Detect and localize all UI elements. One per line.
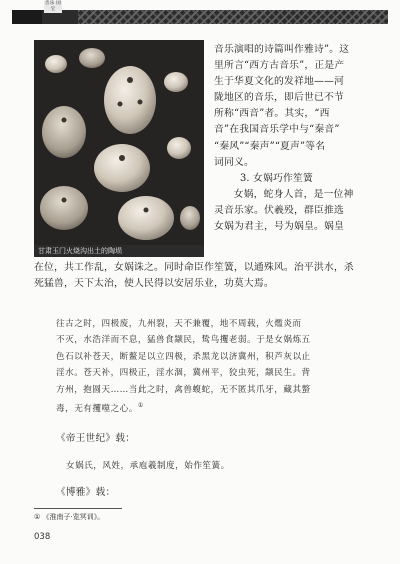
section-title: 3. 女娲巧作笙簧 bbox=[240, 172, 314, 184]
page-number: 038 bbox=[34, 532, 51, 542]
caption-box bbox=[34, 245, 204, 257]
text-line: 灵音乐家。伏羲殁，群臣推选 bbox=[214, 204, 344, 216]
quote-diwang-shiji: 女娲氏，风姓，承庖羲制度，始作笙簧。 bbox=[66, 461, 230, 471]
book-citation: 《帝王世纪》载： bbox=[56, 433, 136, 444]
text-line: “秦风”“秦声”“夏声”等名 bbox=[214, 140, 326, 152]
text-line: 女娲为君主，号为娲皇。娲皇 bbox=[214, 221, 344, 233]
quote-line: 不灭，水浩洋而不息，猛兽食颛民，鸷鸟攫老弱。于是女娲炼五 bbox=[56, 335, 311, 346]
quote-huainanzi bbox=[56, 316, 356, 417]
text-line: 音”在我国音乐学中与“秦音” bbox=[214, 124, 340, 136]
text-line: 生于华夏文化的发祥地——河 bbox=[214, 76, 344, 88]
text-line: 词同义。 bbox=[214, 156, 254, 168]
ocarina-photo-illustration bbox=[34, 40, 204, 245]
quote-line-text: 毒，无有攫噬之心。 bbox=[56, 403, 138, 414]
footnote-divider bbox=[34, 508, 122, 509]
quote-line: 色石以补苍天，断鳌足以立四极，杀黑龙以济冀州，积芦灰以止 bbox=[56, 351, 311, 362]
text-line: 陇地区的音乐，即后世已不节 bbox=[214, 92, 344, 104]
footnote-marker: ① bbox=[137, 402, 144, 410]
text-line: 所称“西音”者。其实，“西 bbox=[214, 108, 330, 120]
header-band bbox=[12, 10, 388, 24]
body-paragraph bbox=[34, 260, 370, 292]
text-line: 在位，共工作乱，女娲诛之。同时命臣作笙簧，以通殊风。治平洪水，杀 bbox=[34, 262, 354, 273]
figure-caption: 甘肃玉门火烧沟出土的陶埙 bbox=[38, 247, 122, 255]
right-column-text bbox=[214, 42, 370, 235]
header-pattern bbox=[78, 10, 388, 24]
quote-line: 方州，抱圆天……当此之时，禽兽蝮蛇，无不匿其爪牙，藏其螫 bbox=[56, 384, 311, 395]
text-line: 女娲，蛇身人首，是一位神 bbox=[233, 188, 354, 200]
text-line: 里所言“西方古音乐”，正是产 bbox=[214, 60, 345, 72]
ocarina-photo bbox=[34, 40, 204, 245]
header-left-block bbox=[12, 10, 42, 24]
text-line: 音乐演唱的诗篇叫作雅诗”。这 bbox=[214, 44, 350, 55]
text-line: 死猛兽，天下太治，使人民得以安居乐业，功莫大焉。 bbox=[34, 278, 274, 290]
footnote: ① 《淮南子·览冥训》。 bbox=[34, 513, 105, 521]
quote-line: 淫水。苍天补，四极正，淫水涸，冀州平，狡虫死，颛民生。背 bbox=[56, 368, 311, 379]
quote-line: 往古之时，四极废，九州裂，天不兼覆，地不周载，火爁炎而 bbox=[56, 319, 302, 329]
quote-line bbox=[56, 398, 356, 417]
header-tag: 音乐 国宝 bbox=[44, 1, 62, 12]
book-citation: 《博雅》载： bbox=[56, 487, 116, 498]
